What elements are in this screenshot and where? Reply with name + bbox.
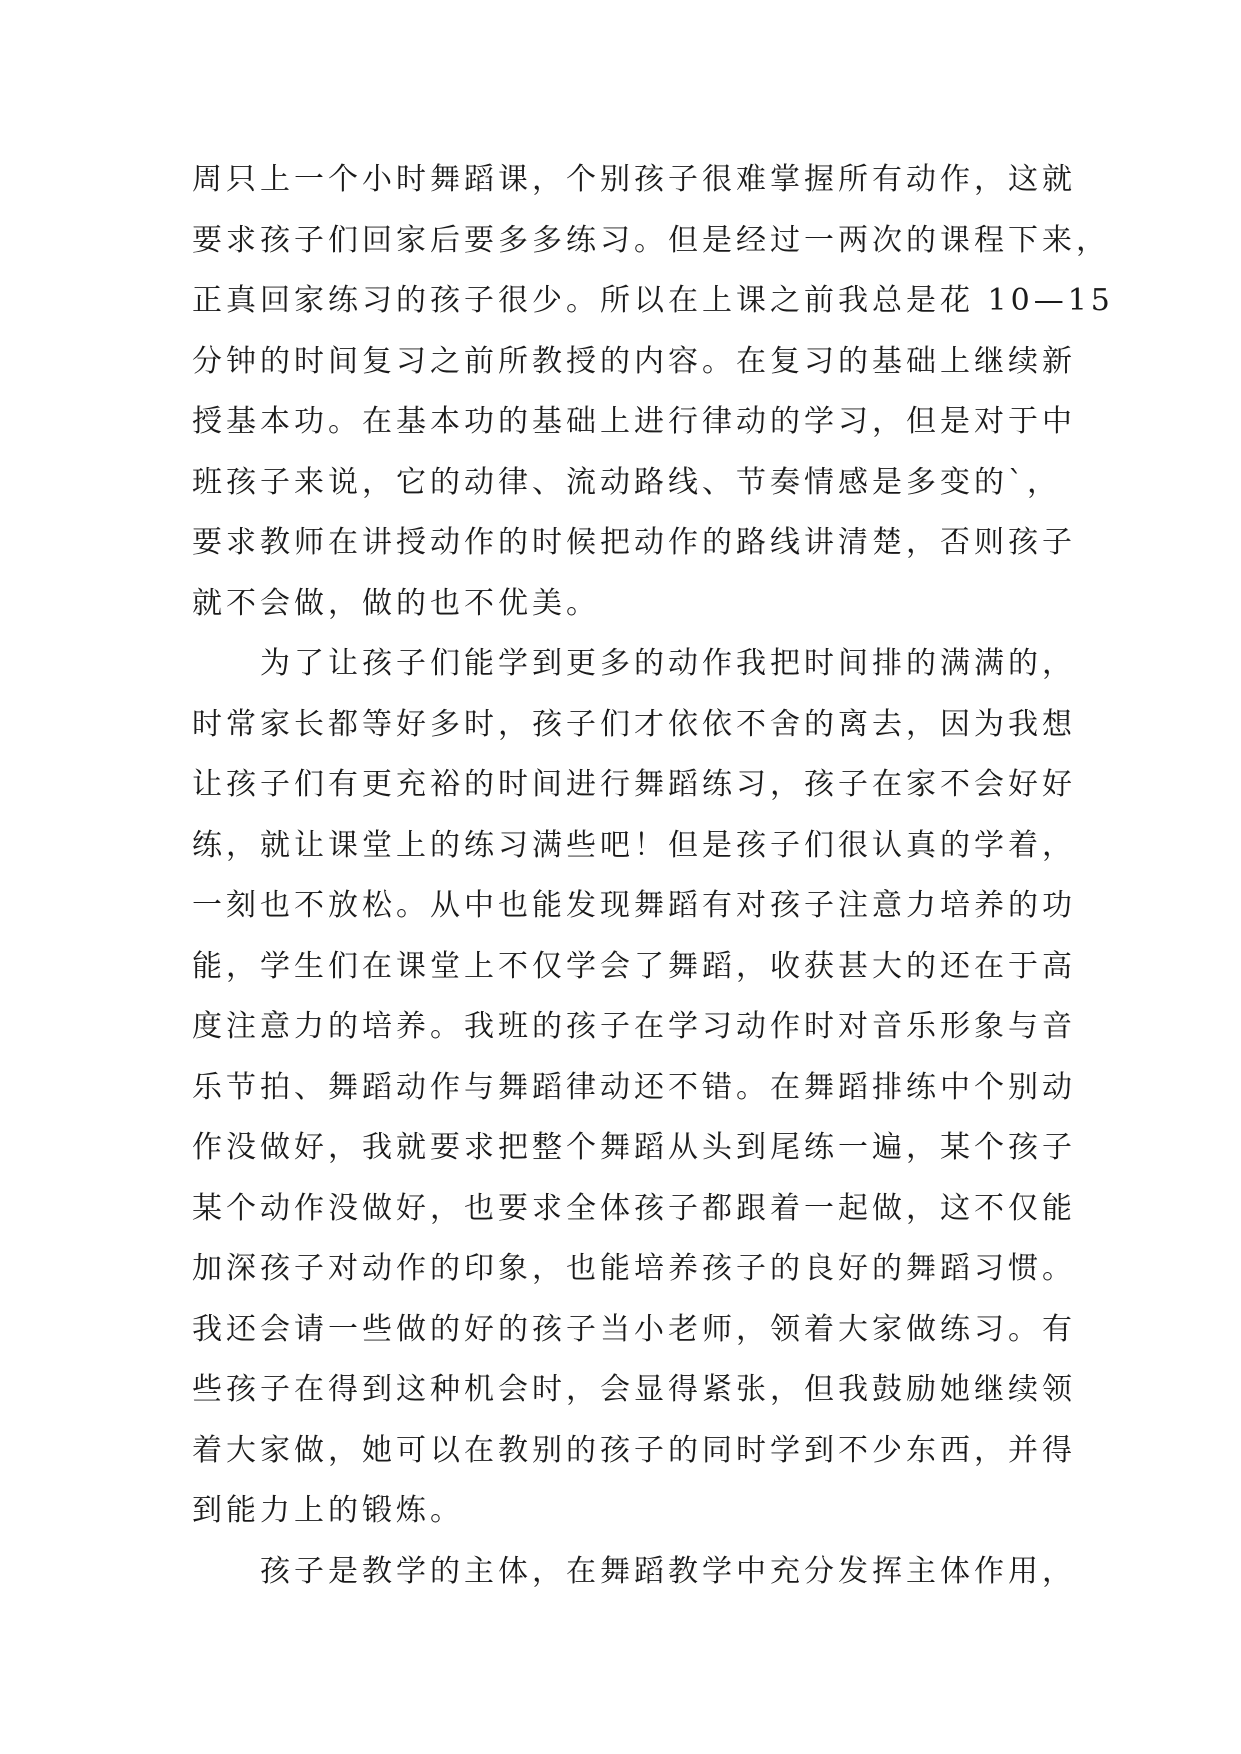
text-line: 为了让孩子们能学到更多的动作我把时间排的满满的， bbox=[192, 646, 1076, 681]
text-line: 着大家做，她可以在教别的孩子的同时学到不少东西，并得 bbox=[192, 1432, 1076, 1468]
text-line: 加深孩子对动作的印象，也能培养孩子的良好的舞蹈习惯。 bbox=[192, 1251, 1076, 1286]
text-line: 正真回家练习的孩子很少。所以在上课之前我总是花 10—15 bbox=[192, 283, 1114, 318]
text-line: 我还会请一些做的好的孩子当小老师，领着大家做练习。有 bbox=[192, 1311, 1076, 1347]
text-line: 周只上一个小时舞蹈课，个别孩子很难掌握所有动作，这就 bbox=[192, 162, 1076, 197]
text-line: 乐节拍、舞蹈动作与舞蹈律动还不错。在舞蹈排练中个别动 bbox=[192, 1069, 1076, 1105]
text-line: 班孩子来说，它的动律、流动路线、节奏情感是多变的`， bbox=[192, 464, 1061, 500]
text-line: 些孩子在得到这种机会时，会显得紧张，但我鼓励她继续领 bbox=[192, 1372, 1076, 1407]
text-line: 能，学生们在课堂上不仅学会了舞蹈，收获甚大的还在于高 bbox=[192, 948, 1076, 984]
text-line: 作没做好，我就要求把整个舞蹈从头到尾练一遍，某个孩子 bbox=[192, 1130, 1076, 1165]
text-line: 到能力上的锻炼。 bbox=[192, 1493, 464, 1528]
text-line: 让孩子们有更充裕的时间进行舞蹈练习，孩子在家不会好好 bbox=[192, 767, 1076, 802]
text-line: 一刻也不放松。从中也能发现舞蹈有对孩子注意力培养的功 bbox=[192, 888, 1076, 923]
text-line: 时常家长都等好多时，孩子们才依依不舍的离去，因为我想 bbox=[192, 706, 1076, 742]
text-line: 度注意力的培养。我班的孩子在学习动作时对音乐形象与音 bbox=[192, 1009, 1076, 1044]
body-text bbox=[192, 160, 1114, 1612]
text-line: 就不会做，做的也不优美。 bbox=[192, 585, 600, 621]
text-line: 要求教师在讲授动作的时候把动作的路线讲清楚，否则孩子 bbox=[192, 525, 1076, 560]
text-line: 某个动作没做好，也要求全体孩子都跟着一起做，这不仅能 bbox=[192, 1190, 1076, 1226]
text-line: 孩子是教学的主体，在舞蹈教学中充分发挥主体作用， bbox=[192, 1553, 1076, 1589]
text-line: 授基本功。在基本功的基础上进行律动的学习，但是对于中 bbox=[192, 404, 1076, 439]
text-line: 要求孩子们回家后要多多练习。但是经过一两次的课程下来， bbox=[192, 222, 1110, 258]
text-line: 分钟的时间复习之前所教授的内容。在复习的基础上继续新 bbox=[192, 343, 1076, 379]
text-line: 练，就让课堂上的练习满些吧！但是孩子们很认真的学着， bbox=[192, 827, 1076, 863]
